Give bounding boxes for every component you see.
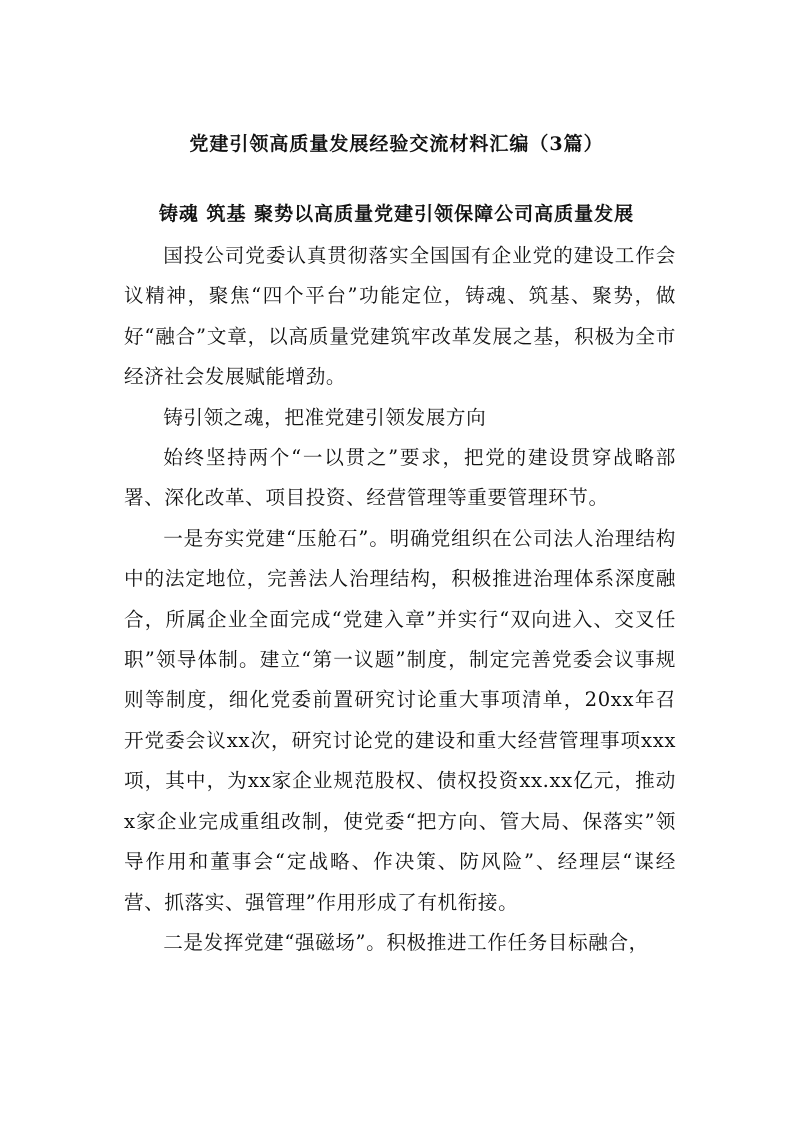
paragraph-principle: 始终坚持两个“一以贯之”要求，把党的建设贯穿战略部署、深化改革、项目投资、经营管理等重要管理环节。	[124, 446, 676, 510]
article-title: 铸魂 筑基 聚势以高质量党建引领保障公司高质量发展	[158, 203, 635, 225]
paragraph-point-one: 一是夯实党建“压舱石”。明确党组织在公司法人治理结构中的法定地位，完善法人治理结构，积极推进治理体系深度融合，所属企业全面完成“党建入章”并实行“双向进入、交叉任职”领导体制。建立“第一议题”制度，制定完善党委会议事规则等制度，细化党委前置研究讨论重大事项清单，20xx年召开党委会议xx次，研究讨论党的建设和重大经营管理事项xxx项，其中，为xx家企业规范股权、债权投资xx.xx亿元，推动x家企业完成重组改制，使党委“把方向、管大局、保落实”领导作用和董事会“定战略、作决策、防风险”、经理层“谋经营、抓落实、强管理”作用形成了有机衔接。	[124, 526, 676, 914]
section-heading: 铸引领之魂，把准党建引领发展方向	[163, 405, 487, 429]
paragraph-point-two: 二是发挥党建“强磁场”。积极推进工作任务目标融合，	[163, 930, 649, 954]
document-title: 党建引领高质量发展经验交流材料汇编（3篇）	[189, 133, 604, 155]
paragraph-intro: 国投公司党委认真贯彻落实全国国有企业党的建设工作会议精神，聚焦“四个平台”功能定位，铸魂、筑基、聚势，做好“融合”文章，以高质量党建筑牢改革发展之基，积极为全市经济社会发展赋能增劲。	[124, 244, 676, 389]
document-body	[124, 236, 676, 963]
